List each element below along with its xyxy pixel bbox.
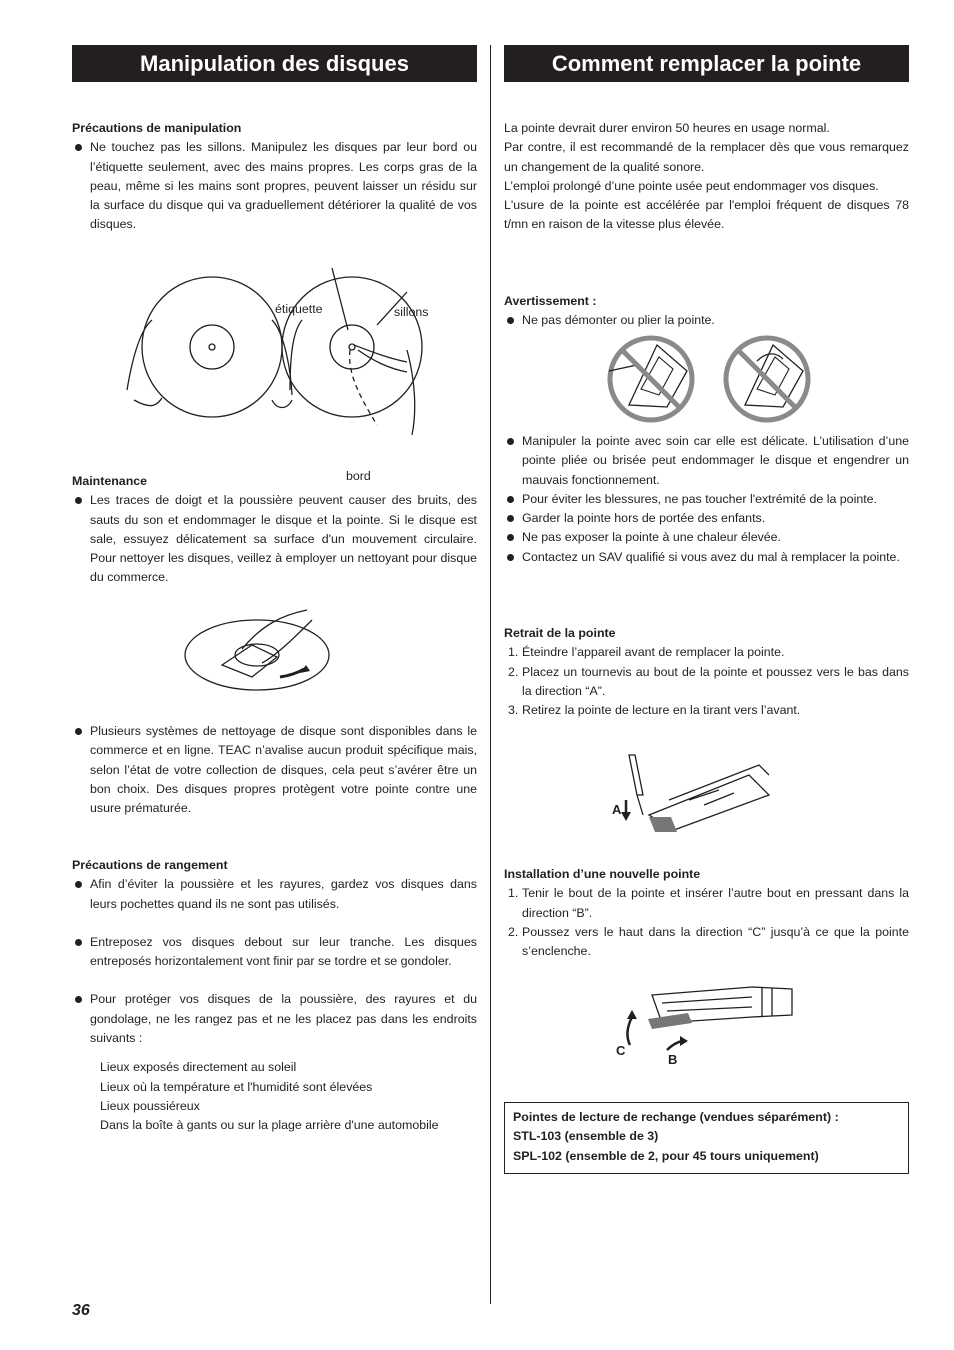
removal-step: 3. Retirez la pointe de lecture en la tirant vers l’avant. [508, 703, 801, 718]
intro-paragraph: Par contre, il est recommandé de la remplacer dès que vous remarquez un changement de la qualité sonore. [504, 140, 909, 174]
maintenance-bullet: Plusieurs systèmes de nettoyage de disque sont disponibles dans le commerce et en ligne. TEAC n’avalise aucun produit spécifique mais, selon l’état de votre collection de disques, cela peut s’avérer être un bon choix. Des disques propres protègent votre pointe contre une usure prématurée. [72, 722, 477, 818]
hands-holding-record-illustration [122, 250, 452, 445]
intro-paragraph: L’emploi prolongé d’une pointe usée peut endommager vos disques. [504, 178, 879, 193]
handling-section [72, 119, 477, 235]
removal-step: 2. Placez un tournevis au bout de la pointe et poussez vers le bas dans la direction “A”. [508, 664, 909, 698]
do-not-disassemble-figure [607, 335, 817, 425]
figure-label-edge: bord [346, 469, 371, 483]
warning-bullet: Ne pas exposer la pointe à une chaleur élevée. [504, 528, 909, 547]
stylus-install-figure [612, 975, 797, 1065]
replacement-stylus-box [504, 1102, 909, 1174]
install-step: 2. Poussez vers le haut dans la direction “C” jusqu’à ce que la pointe s’enclenche. [508, 924, 909, 959]
removal-step: 1. Éteindre l’appareil avant de remplacer la pointe. [508, 645, 785, 660]
storage-heading: Précautions de rangement [72, 858, 228, 872]
disc-handling-figure [122, 250, 452, 483]
intro-paragraph: L'usure de la pointe est accélérée par l'emploi fréquent de disques 78 t/mn en raison de la vitesse plus élevée. [504, 198, 909, 232]
removal-heading: Retrait de la pointe [504, 626, 616, 640]
warning-heading: Avertissement : [504, 294, 597, 308]
spares-item: STL-103 (ensemble de 3) [513, 1129, 659, 1144]
stylus-removal-figure [609, 745, 779, 845]
install-step-text: Tenir le bout de la pointe et insérer l’autre bout en pressant dans la direction “B”. [522, 886, 909, 920]
left-column [72, 45, 477, 1133]
install-section [504, 865, 909, 961]
warning-bullet: Ne pas démonter ou plier la pointe. [504, 311, 909, 330]
storage-bullet: Afin d’éviter la poussière et les rayures, gardez vos disques dans leurs pochettes quand ils ne sont pas utilisés. [72, 875, 477, 914]
figure-label-c: C [616, 1043, 626, 1058]
storage-bullet: Pour protéger vos disques de la poussière, des rayures et du gondolage, ne les rangez pas et ne les placez pas dans les endroits suivants : [72, 990, 477, 1048]
storage-bullet: Entreposez vos disques debout sur leur tranche. Les disques entreposés horizontalement vont finir par se tordre et se gondoler. [72, 933, 477, 972]
section-title-stylus-replacement: Comment remplacer la pointe [504, 45, 909, 82]
storage-places-list [72, 1058, 477, 1135]
spares-item: SPL-102 (ensemble de 2, pour 45 tours uniquement) [513, 1148, 819, 1163]
section-title-disc-handling: Manipulation des disques [72, 45, 477, 82]
warning-bullet: Contactez un SAV qualifié si vous avez du mal à remplacer la pointe. [504, 548, 909, 567]
warning-section [504, 292, 909, 331]
figure-label-grooves: sillons [394, 305, 429, 319]
install-step: 1. Tenir le bout de la pointe et insérer l’autre bout en pressant dans la direction “B”. [508, 886, 909, 920]
maintenance-heading: Maintenance [72, 474, 148, 488]
removal-step-text: Éteindre l’appareil avant de remplacer la pointe. [522, 645, 785, 660]
maintenance-section-2 [72, 722, 477, 818]
screwdriver-removal-illustration [609, 745, 779, 845]
storage-section [72, 856, 477, 1136]
figure-label-a: A [612, 802, 622, 817]
handling-heading: Précautions de manipulation [72, 121, 242, 135]
intro-paragraph: La pointe devrait durer environ 50 heures en usage normal. [504, 121, 830, 135]
storage-place: Lieux où la température et l'humidité sont élevées [100, 1079, 373, 1094]
removal-section [504, 624, 909, 720]
storage-place: Dans la boîte à gants ou sur la plage arrière d'une automobile [100, 1118, 439, 1133]
spares-title: Pointes de lecture de rechange (vendues séparément) : [513, 1110, 839, 1124]
warning-bullet: Manipuler la pointe avec soin car elle est délicate. L’utilisation d’une pointe pliée ou brisée peut endommager le disque et engendrer un mauvais fonctionnement. [504, 432, 909, 490]
removal-step-text: Placez un tournevis au bout de la pointe et poussez vers le bas dans la direction “A”. [522, 664, 909, 698]
maintenance-section [72, 472, 477, 588]
stylus-install-illustration [612, 975, 797, 1065]
handling-bullet: Ne touchez pas les sillons. Manipulez les disques par leur bord ou l’étiquette seulement, avec des mains propres. Les corps gras de la peau, même si les mains sont propres, peuvent laisser un résidu sur la surface du disque qui va graduellement détériorer la qualité de vos disques. [72, 138, 477, 234]
maintenance-bullet: Les traces de doigt et la poussière peuvent causer des bruits, des sauts du son et endommager le disque et la pointe. Si le disque est sale, essuyez délicatement sa surface d'un mouvement circulaire. Pour nettoyer les disques, veillez à employer un nettoyant pour disque du commerce. [72, 491, 477, 587]
figure-label-label: étiquette [275, 302, 323, 316]
disc-cleaning-figure [182, 605, 332, 695]
disc-cleaning-illustration [182, 605, 332, 695]
page-number: 36 [72, 1302, 90, 1319]
column-divider [490, 45, 491, 1304]
storage-place: Lieux poussiéreux [100, 1098, 200, 1113]
figure-label-b: B [668, 1052, 678, 1067]
storage-place: Lieux exposés directement au soleil [100, 1060, 297, 1075]
install-heading: Installation d’une nouvelle pointe [504, 867, 701, 881]
warning-section-2 [504, 432, 909, 567]
removal-step-text: Retirez la pointe de lecture en la tirant vers l’avant. [522, 703, 801, 718]
intro-section [504, 119, 909, 235]
right-column [504, 45, 909, 1163]
prohibited-stylus-icons [607, 335, 817, 425]
warning-bullet: Pour éviter les blessures, ne pas toucher l'extrémité de la pointe. [504, 490, 909, 509]
install-step-text: Poussez vers le haut dans la direction “C” jusqu’à ce que la pointe s’enclenche. [522, 924, 909, 959]
warning-bullet: Garder la pointe hors de portée des enfants. [504, 509, 909, 528]
